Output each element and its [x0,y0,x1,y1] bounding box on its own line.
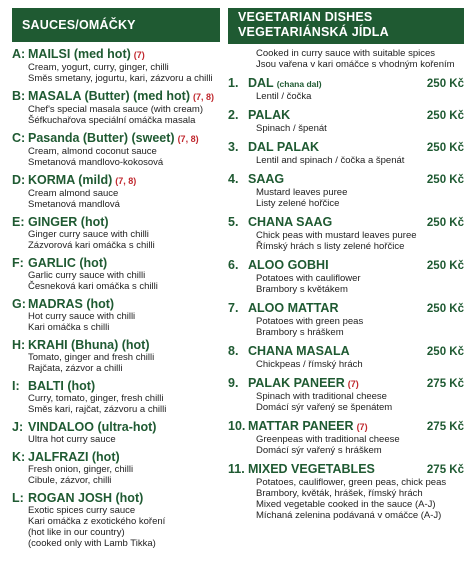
dish-price: 275 Kč [426,421,464,433]
sauce-title [12,47,220,62]
dish-title [228,344,464,359]
dish-subtitle: (chana dal) [276,79,322,89]
sauce-key: A: [12,47,26,61]
sauce-description: Hot curry sauce with chilli [28,311,136,322]
vegetarian-header-en: VEGETARIAN DISHES [238,10,373,24]
dish-price: 250 Kč [426,174,464,186]
sauce-name: VINDALOO (ultra-hot) [28,420,157,434]
dish-title [228,301,464,316]
dish-description: Mixed vegetable cooked in the sauce (A-J) [256,499,436,510]
dish-name: PALAK [248,108,291,122]
sauce-key: B: [12,89,26,103]
dish-description: Mustard leaves puree [256,187,348,198]
dish-name: CHANA MASALA [248,344,350,358]
sauce-description: Cream almond sauce [28,188,119,199]
sauce-description: Fresh onion, ginger, chilli [28,464,134,475]
sauce-description: Tomato, ginger and fresh chilli [28,352,155,363]
dish-name: ALOO GOBHI [248,258,329,272]
sauce-key: J: [12,420,24,434]
dish-description: Brambory s květákem [256,284,348,295]
sauce-key: E: [12,215,25,229]
dish-item [228,140,464,166]
sauce-title [12,379,220,393]
vegetarian-header-cz: VEGETARIÁNSKÁ JÍDLA [238,25,389,39]
sauce-title [12,89,220,104]
dish-description: Římský hrách s listy zelené hořčice [256,241,405,252]
dish-description: Spinach with traditional cheese [256,391,387,402]
sauce-name: ROGAN JOSH (hot) [28,491,144,505]
dish-price: 250 Kč [426,78,464,90]
dish-description: Spinach / špenát [256,123,327,134]
sauce-name: GARLIC (hot) [28,256,108,270]
dish-description: Brambory s hráškem [256,327,344,338]
sauce-item [12,379,220,415]
dish-item [228,258,464,295]
dish-number: 3. [228,140,239,154]
sauce-item [12,491,220,549]
vegetarian-intro [228,44,464,70]
sauce-item [12,89,220,126]
dish-price: 275 Kč [426,464,464,476]
sauces-list [12,47,220,549]
allergen-badge: (7, 8) [115,176,137,186]
dish-number: 6. [228,258,239,272]
dish-number: 1. [228,76,239,90]
sauce-key: F: [12,256,24,270]
dish-title [228,462,464,477]
sauce-description: Garlic curry sauce with chilli [28,270,146,281]
sauce-name: JALFRAZI (hot) [28,450,120,464]
sauce-name: KORMA (mild) [28,173,113,187]
sauce-item [12,420,220,445]
intro-line: Cooked in curry sauce with suitable spices [256,48,436,59]
dish-description: Listy zelené hořčice [256,198,340,209]
sauce-key: K: [12,450,26,464]
dish-description: Chick peas with mustard leaves puree [256,230,417,241]
dish-description: Chickpeas / římský hrách [256,359,363,370]
dish-item [228,462,464,521]
dish-item [228,376,464,413]
sauce-description: Ginger curry sauce with chilli [28,229,149,240]
dish-name: SAAG [248,172,285,186]
sauce-description: (cooked only with Lamb Tikka) [28,538,156,549]
sauce-key: I: [12,379,20,393]
dish-number: 7. [228,301,239,315]
dish-price: 250 Kč [426,110,464,122]
dish-description: Domácí sýr vařený se špenátem [256,402,393,413]
sauce-name: Pasanda (Butter) (sweet) [28,131,175,145]
sauce-title [12,297,220,311]
sauce-description: (hot like in our country) [28,527,125,538]
dish-title [228,258,464,273]
dish-number: 5. [228,215,239,229]
dish-number: 10. [228,419,246,433]
sauce-name: GINGER (hot) [28,215,109,229]
dish-description: Potatoes, cauliflower, green peas, chick peas [256,477,447,488]
sauce-description: Česneková kari omáčka s chilli [28,281,158,292]
dish-description: Lentil / čočka [256,91,312,102]
vegetarian-list [228,76,464,521]
dish-price: 250 Kč [426,346,464,358]
sauce-item [12,297,220,333]
sauce-description: Exotic spices curry sauce [28,505,136,516]
dish-price: 250 Kč [426,303,464,315]
sauce-description: Smetanová mandlovo-kokosová [28,157,164,168]
sauce-description: Kari omáčka z exotického koření [28,516,166,527]
sauce-description: Cream, almond coconut sauce [28,146,157,157]
sauce-description: Curry, tomato, ginger, fresh chilli [28,393,164,404]
sauce-description: Smetanová mandlová [28,199,120,210]
dish-number: 2. [228,108,239,122]
allergen-badge: (7) [133,50,145,60]
dish-number: 8. [228,344,239,358]
sauce-description: Směs kari, rajčat, zázvoru a chilli [28,404,167,415]
dish-price: 250 Kč [426,142,464,154]
vegetarian-header [228,8,464,44]
dish-item [228,172,464,209]
sauce-key: G: [12,297,26,311]
dish-title [228,215,464,230]
sauce-key: H: [12,338,26,352]
sauce-item [12,215,220,251]
sauce-description: Ultra hot curry sauce [28,434,116,445]
dish-title [228,376,464,391]
dish-number: 9. [228,376,239,390]
dish-name: DAL [248,76,274,90]
dish-description: Domácí sýr vařený s hráškem [256,445,382,456]
dish-title [228,140,464,155]
allergen-badge: (7) [356,422,368,432]
sauce-title [12,173,220,188]
dish-description: Potatoes with cauliflower [256,273,361,284]
dish-price: 275 Kč [426,378,464,390]
sauce-description: Zázvorová kari omáčka s chilli [28,240,155,251]
allergen-badge: (7, 8) [193,92,215,102]
dish-item [228,108,464,134]
sauce-title [12,215,220,229]
sauce-item [12,338,220,374]
sauce-key: C: [12,131,26,145]
sauce-description: Kari omáčka s chilli [28,322,110,333]
sauce-description: Směs smetany, jogurtu, kari, zázvoru a chilli [28,73,213,84]
dish-title [228,172,464,187]
dish-name: DAL PALAK [248,140,320,154]
dish-name: PALAK PANEER [248,376,345,390]
sauce-description: Cream, yogurt, curry, ginger, chilli [28,62,169,73]
dish-name: ALOO MATTAR [248,301,339,315]
dish-item [228,419,464,456]
sauce-title [12,450,220,464]
sauce-description: Šéfkuchařova speciální omáčka masala [28,115,196,126]
sauce-name: BALTI (hot) [28,379,96,393]
sauce-item [12,450,220,486]
sauce-description: Cibule, zázvor, chilli [28,475,112,486]
dish-name: MIXED VEGETABLES [248,462,375,476]
sauce-title [12,256,220,270]
sauces-header: SAUCES/OMÁČKY [12,8,220,42]
sauce-item [12,131,220,168]
dish-name: MATTAR PANEER [248,419,354,433]
dish-description: Greenpeas with traditional cheese [256,434,400,445]
intro-line: Jsou vařena v kari omáčce s vhodným kořením [256,59,455,70]
vegetarian-column [228,8,464,521]
dish-item [228,76,464,102]
sauce-item [12,256,220,292]
dish-number: 4. [228,172,239,186]
sauce-title [12,131,220,146]
sauce-description: Rajčata, zázvor a chilli [28,363,123,374]
dish-name: CHANA SAAG [248,215,333,229]
dish-item [228,301,464,338]
dish-number: 11. [228,462,245,476]
dish-item [228,344,464,370]
sauce-key: D: [12,173,26,187]
sauce-item [12,173,220,210]
sauce-name: MASALA (Butter) (med hot) [28,89,191,103]
dish-price: 250 Kč [426,217,464,229]
sauce-description: Chef's special masala sauce (with cream) [28,104,203,115]
allergen-badge: (7, 8) [177,134,199,144]
dish-item [228,215,464,252]
sauces-column [12,8,220,549]
dish-title [228,76,464,91]
sauce-title [12,491,220,505]
dish-price: 250 Kč [426,260,464,272]
sauce-title [12,420,220,434]
sauce-item [12,47,220,84]
dish-description: Brambory, květák, hrášek, římský hrách [256,488,423,499]
sauce-name: MADRAS (hot) [28,297,115,311]
sauce-name: KRAHI (Bhuna) (hot) [28,338,150,352]
sauce-key: L: [12,491,24,505]
dish-description: Lentil and spinach / čočka a špenát [256,155,405,166]
sauce-name: MAILSI (med hot) [28,47,131,61]
dish-title [228,108,464,123]
allergen-badge: (7) [347,379,359,389]
dish-description: Míchaná zelenina podávaná v omáčce (A-J) [256,510,442,521]
dish-description: Potatoes with green peas [256,316,364,327]
sauce-title [12,338,220,352]
dish-title [228,419,464,434]
